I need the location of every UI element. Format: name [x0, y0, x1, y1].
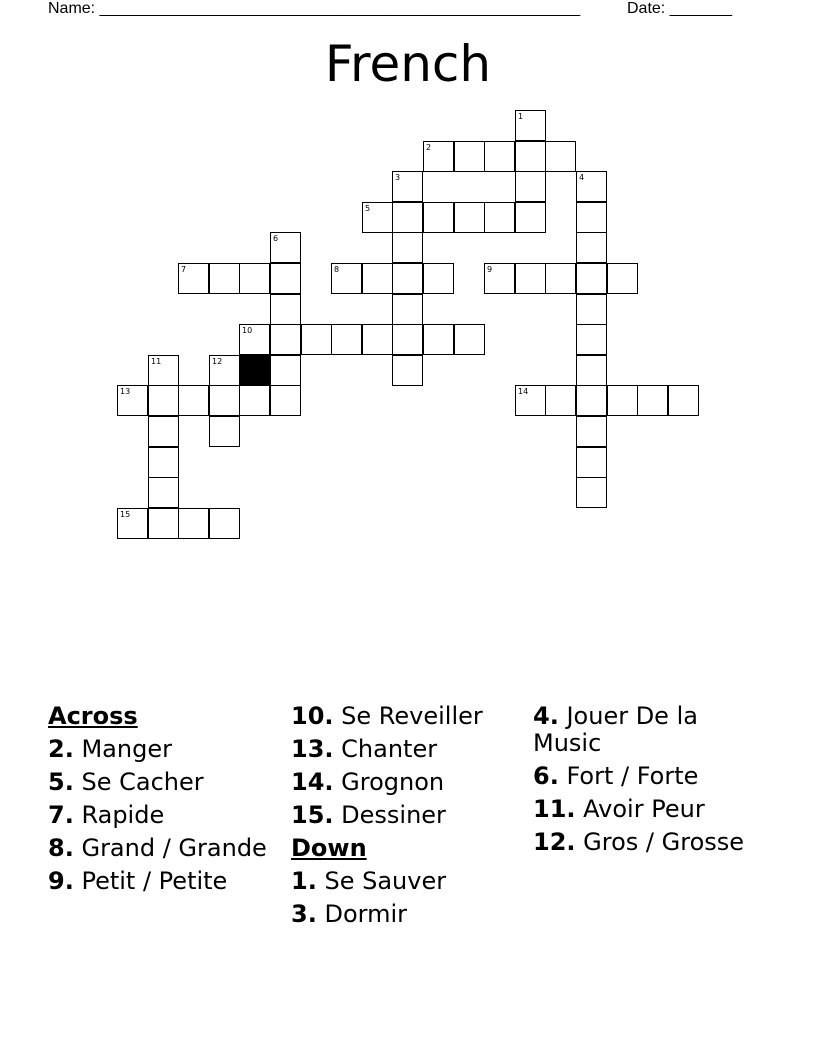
- grid-cell[interactable]: [148, 447, 179, 478]
- grid-cell[interactable]: [362, 202, 393, 233]
- grid-cell[interactable]: [423, 324, 454, 355]
- clue-across-2: 2. Manger: [48, 735, 172, 763]
- clue-number: 5: [365, 204, 371, 213]
- clue-across-5: 5. Se Cacher: [48, 768, 204, 796]
- grid-cell[interactable]: [270, 355, 301, 386]
- grid-cell[interactable]: [209, 508, 240, 539]
- grid-cell[interactable]: [576, 447, 607, 478]
- date-field-line: Date: _______: [627, 0, 732, 17]
- grid-cell[interactable]: [576, 263, 607, 294]
- clue-across-13: 13. Chanter: [291, 735, 438, 763]
- grid-cell[interactable]: [209, 416, 240, 447]
- grid-cell[interactable]: [331, 324, 362, 355]
- clue-down-3: 3. Dormir: [291, 900, 407, 928]
- grid-cell[interactable]: [148, 355, 179, 386]
- clue-column-2: [291, 703, 526, 934]
- grid-cell[interactable]: [148, 385, 179, 416]
- clue-number: 14: [518, 387, 529, 396]
- grid-cell[interactable]: [637, 385, 668, 416]
- name-field-line: Name: ______________________________________________________: [48, 0, 581, 17]
- grid-cell[interactable]: [148, 416, 179, 447]
- grid-cell[interactable]: [515, 202, 546, 233]
- grid-cell[interactable]: [515, 171, 546, 202]
- grid-cell[interactable]: [515, 110, 546, 141]
- grid-cell[interactable]: [545, 141, 576, 172]
- grid-cell[interactable]: [117, 508, 148, 539]
- clue-down-11: 11. Avoir Peur: [533, 795, 705, 823]
- clue-number: 15: [120, 510, 131, 519]
- grid-cell[interactable]: [668, 385, 699, 416]
- grid-cell[interactable]: [392, 171, 423, 202]
- grid-cell[interactable]: [239, 324, 270, 355]
- grid-cell[interactable]: [392, 355, 423, 386]
- grid-cell[interactable]: [484, 202, 515, 233]
- clue-across-9: 9. Petit / Petite: [48, 867, 228, 895]
- grid-cell[interactable]: [239, 385, 270, 416]
- down-heading: Down: [291, 834, 367, 862]
- clue-down-1: 1. Se Sauver: [291, 867, 447, 895]
- grid-cell[interactable]: [209, 263, 240, 294]
- grid-cell[interactable]: [576, 202, 607, 233]
- grid-cell[interactable]: [270, 294, 301, 325]
- grid-cell[interactable]: [392, 202, 423, 233]
- grid-cell[interactable]: [331, 263, 362, 294]
- grid-cell[interactable]: [576, 355, 607, 386]
- grid-cell[interactable]: [117, 385, 148, 416]
- grid-cell[interactable]: [148, 477, 179, 508]
- grid-cell[interactable]: [392, 324, 423, 355]
- grid-cell[interactable]: [515, 263, 546, 294]
- clue-number: 1: [518, 112, 524, 121]
- across-heading: Across: [48, 702, 138, 730]
- grid-cell[interactable]: [392, 294, 423, 325]
- clue-number: 6: [273, 234, 279, 243]
- clue-column-3: [533, 703, 773, 862]
- clue-number: 11: [151, 357, 162, 366]
- grid-cell[interactable]: [362, 324, 393, 355]
- clue-across-10: 10. Se Reveiller: [291, 702, 483, 730]
- grid-cell[interactable]: [392, 263, 423, 294]
- grid-cell[interactable]: [270, 232, 301, 263]
- clue-across-15: 15. Dessiner: [291, 801, 446, 829]
- clue-number: 10: [242, 326, 253, 335]
- grid-cell[interactable]: [239, 263, 270, 294]
- grid-cell[interactable]: [301, 324, 332, 355]
- grid-cell[interactable]: [148, 508, 179, 539]
- grid-cell[interactable]: [209, 355, 240, 386]
- clue-number: 7: [181, 265, 187, 274]
- page-title: French: [324, 35, 492, 93]
- grid-cell[interactable]: [454, 141, 485, 172]
- grid-cell[interactable]: [576, 416, 607, 447]
- clue-number: 12: [212, 357, 223, 366]
- grid-cell[interactable]: [362, 263, 393, 294]
- grid-cell[interactable]: [270, 385, 301, 416]
- clue-number: 3: [395, 173, 401, 182]
- clue-number: 8: [334, 265, 340, 274]
- clue-across-8: 8. Grand / Grande: [48, 834, 267, 862]
- grid-cell[interactable]: [515, 141, 546, 172]
- clue-across-7: 7. Rapide: [48, 801, 165, 829]
- grid-cell[interactable]: [454, 202, 485, 233]
- grid-cell[interactable]: [178, 385, 209, 416]
- grid-cell[interactable]: [454, 324, 485, 355]
- grid-cell[interactable]: [545, 385, 576, 416]
- grid-cell[interactable]: [576, 324, 607, 355]
- clue-number: 9: [487, 265, 493, 274]
- grid-cell[interactable]: [392, 232, 423, 263]
- grid-cell[interactable]: [515, 385, 546, 416]
- clue-down-4: 4. Jouer De la Music: [533, 702, 698, 757]
- grid-cell[interactable]: [423, 141, 454, 172]
- grid-cell[interactable]: [270, 324, 301, 355]
- clue-number: 4: [579, 173, 585, 182]
- grid-cell-shaded: [239, 355, 270, 386]
- grid-cell[interactable]: [484, 263, 515, 294]
- grid-cell[interactable]: [423, 202, 454, 233]
- grid-cell[interactable]: [178, 508, 209, 539]
- grid-cell[interactable]: [484, 141, 515, 172]
- grid-cell[interactable]: [178, 263, 209, 294]
- grid-cell[interactable]: [607, 263, 638, 294]
- grid-cell[interactable]: [607, 385, 638, 416]
- clue-down-12: 12. Gros / Grosse: [533, 828, 745, 856]
- grid-cell[interactable]: [576, 171, 607, 202]
- grid-cell[interactable]: [545, 263, 576, 294]
- grid-cell[interactable]: [576, 477, 607, 508]
- grid-cell[interactable]: [423, 263, 454, 294]
- clue-column-1: [48, 703, 283, 901]
- grid-cell[interactable]: [209, 385, 240, 416]
- grid-cell[interactable]: [270, 263, 301, 294]
- grid-cell[interactable]: [576, 385, 607, 416]
- grid-cell[interactable]: [576, 294, 607, 325]
- grid-cell[interactable]: [576, 232, 607, 263]
- clue-across-14: 14. Grognon: [291, 768, 445, 796]
- clue-number: 13: [120, 387, 131, 396]
- clue-down-6: 6. Fort / Forte: [533, 762, 699, 790]
- clue-number: 2: [426, 143, 432, 152]
